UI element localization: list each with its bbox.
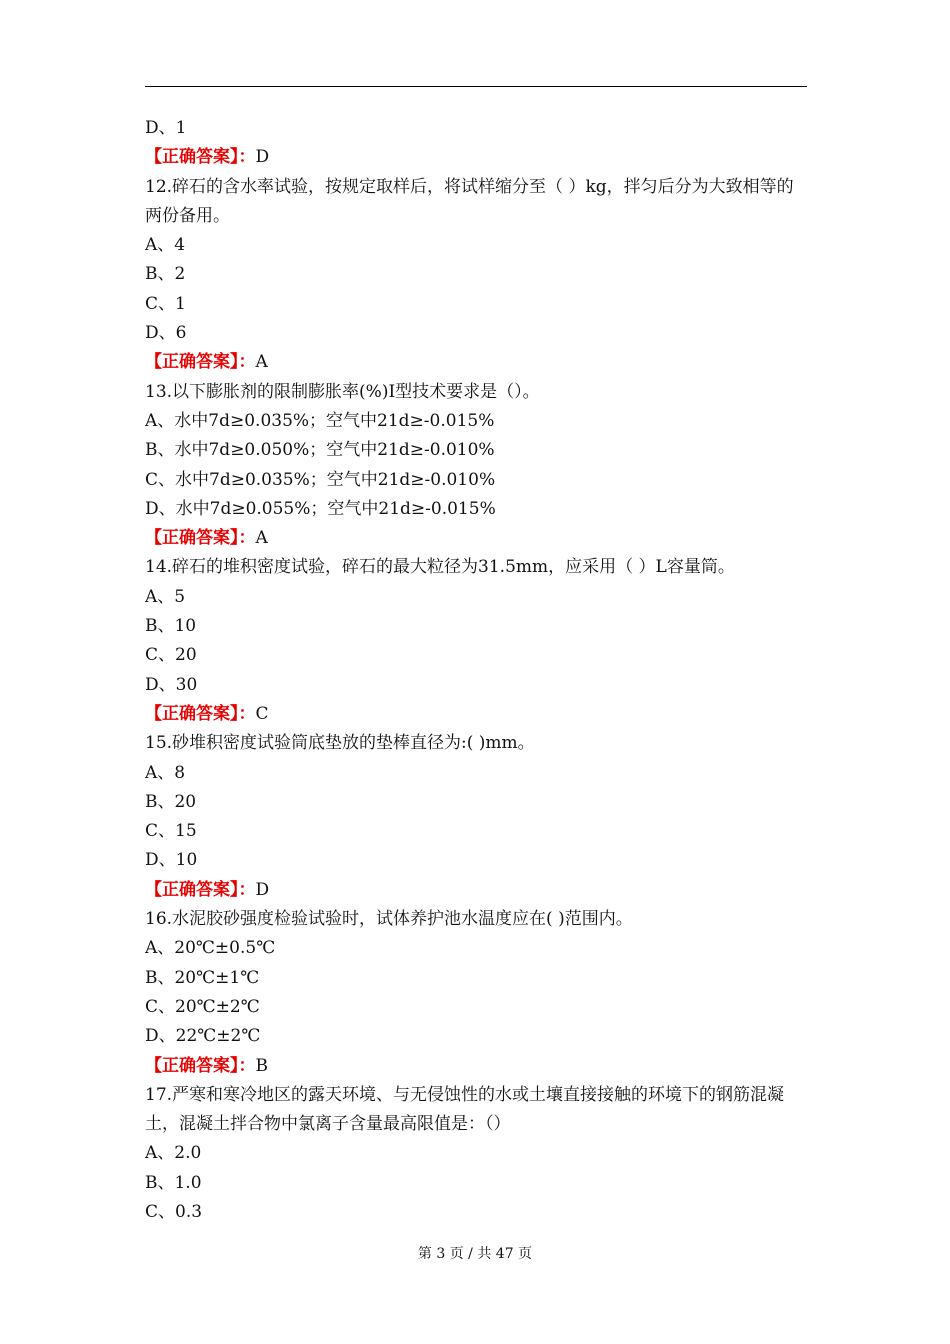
q14-answer — [145, 700, 807, 729]
q14-option-a: A、5 — [145, 586, 186, 607]
q13-option-d: D、水中7d≥0.055%；空气中21d≥-0.015% — [145, 498, 496, 519]
q15-option-c: C、15 — [145, 821, 197, 842]
q15-option-d: D、10 — [145, 850, 198, 871]
q14-option-c: C、20 — [145, 645, 197, 666]
answer-value: B — [255, 1055, 268, 1076]
question-15-stem: 15.砂堆积密度试验筒底垫放的垫棒直径为:( )mm。 — [145, 733, 535, 754]
question-13-stem: 13.以下膨胀剂的限制膨胀率(%)Ⅰ型技术要求是（）。 — [145, 381, 540, 402]
page-footer: 第 3 页 / 共 47 页 — [417, 1246, 533, 1262]
q13-option-a: A、水中7d≥0.035%；空气中21d≥-0.015% — [145, 410, 495, 431]
option-d-prev: D、1 — [145, 118, 187, 138]
answer-value: A — [255, 528, 268, 549]
answer-label: 【正确答案】： — [145, 147, 256, 168]
q17-option-c: C、0.3 — [145, 1201, 203, 1222]
q16-answer — [145, 1052, 807, 1081]
header-rule — [145, 86, 807, 87]
q16-option-a: A、20℃±0.5℃ — [145, 938, 276, 959]
question-14-stem: 14.碎石的堆积密度试验，碎石的最大粒径为31.5mm，应采用（ ）L容量筒。 — [145, 557, 735, 578]
q14-option-b: B、10 — [145, 616, 197, 637]
answer-label: 【正确答案】： — [145, 879, 256, 900]
q12-answer — [145, 348, 807, 377]
answer-label: 【正确答案】： — [145, 703, 256, 724]
q16-option-c: C、20℃±2℃ — [145, 996, 260, 1017]
q15-answer — [145, 876, 807, 905]
q16-option-b: B、20℃±1℃ — [145, 967, 260, 988]
q12-option-c: C、1 — [145, 293, 186, 314]
question-17-stem: 17.严寒和寒冷地区的露天环境、与无侵蚀性的水或土壤直接接触的环境下的钢筋混凝土，混凝土拌合物中氯离子含量最高限值是：（） — [145, 1084, 785, 1135]
answer-line-prev — [145, 143, 807, 172]
q16-option-d: D、22℃±2℃ — [145, 1026, 261, 1047]
answer-label: 【正确答案】： — [145, 1055, 256, 1076]
q17-option-a: A、2.0 — [145, 1143, 202, 1164]
question-12-stem: 12.碎石的含水率试验，按规定取样后，将试样缩分至（ ）kg，拌匀后分为大致相等的两份备用。 — [145, 176, 794, 226]
answer-label: 【正确答案】： — [145, 528, 256, 549]
question-16-stem: 16.水泥胶砂强度检验试验时，试体养护池水温度应在( )范围内。 — [145, 909, 633, 930]
q12-option-b: B、2 — [145, 264, 186, 285]
q17-option-b: B、1.0 — [145, 1172, 202, 1193]
answer-value: A — [255, 352, 268, 373]
q12-option-d: D、6 — [145, 323, 187, 344]
answer-value: D — [255, 879, 270, 900]
q15-option-a: A、8 — [145, 762, 186, 783]
answer-value: D — [255, 147, 270, 168]
answer-label: 【正确答案】： — [145, 352, 256, 373]
q13-option-b: B、水中7d≥0.050%；空气中21d≥-0.010% — [145, 440, 495, 461]
q14-option-d: D、30 — [145, 674, 198, 695]
q15-option-b: B、20 — [145, 791, 197, 812]
answer-value: C — [255, 703, 269, 724]
q12-option-a: A、4 — [145, 235, 186, 256]
q13-option-c: C、水中7d≥0.035%；空气中21d≥-0.010% — [145, 469, 496, 490]
page-content — [145, 114, 807, 1227]
q13-answer — [145, 524, 807, 553]
